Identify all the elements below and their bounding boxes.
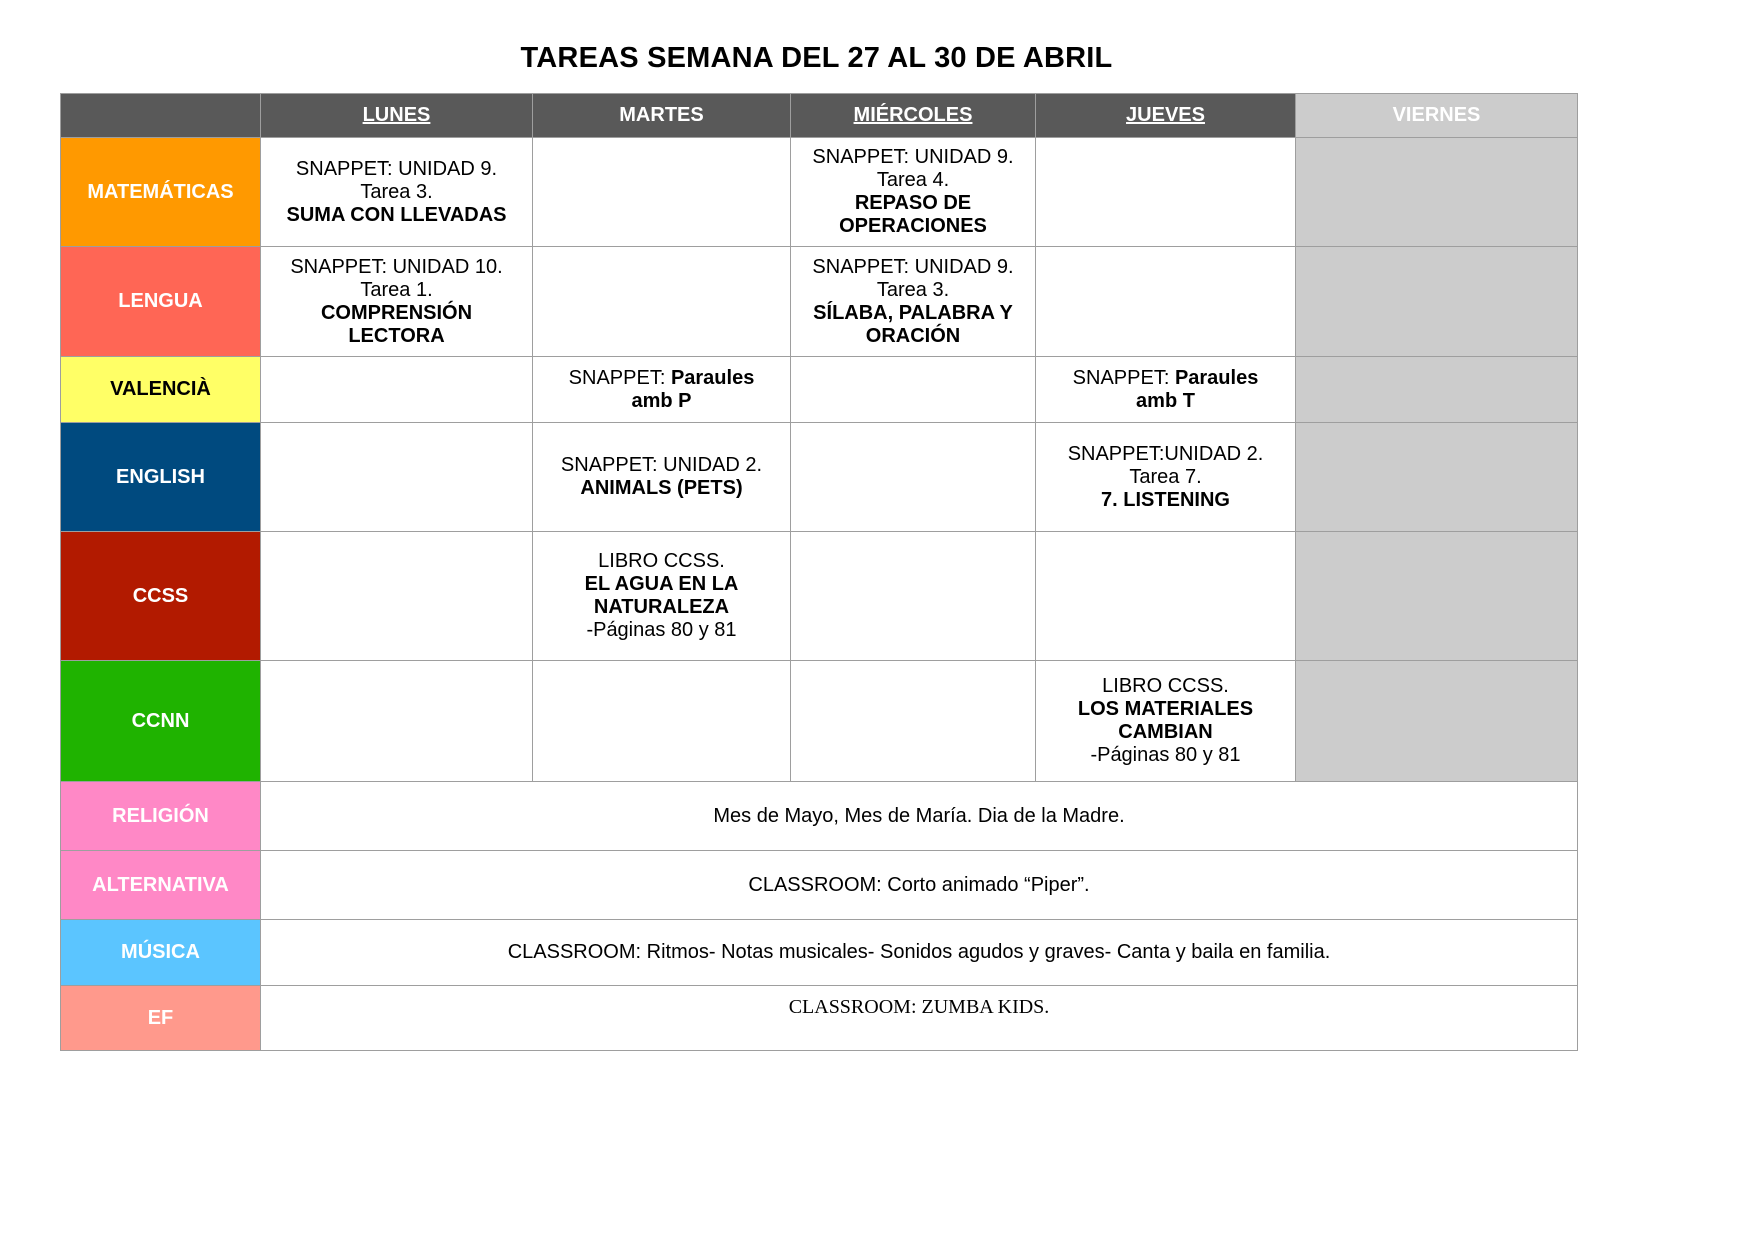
row-religion — [61, 782, 1578, 851]
cell-ef-week: CLASSROOM: ZUMBA KIDS. — [261, 986, 1578, 1051]
page-title: TAREAS SEMANA DEL 27 AL 30 DE ABRIL — [520, 42, 1113, 74]
cell-text: LIBRO CCSS. — [598, 550, 725, 572]
cell-lengua-martes — [533, 247, 791, 357]
cell-english-martes — [533, 423, 791, 532]
header-viernes-label: VIERNES — [1392, 104, 1481, 126]
cell-lengua-jueves — [1036, 247, 1296, 357]
cell-text: LECTORA — [348, 324, 445, 347]
weekly-tasks-table — [60, 93, 1578, 1051]
cell-matematicas-lunes — [261, 138, 533, 247]
cell-ccnn-martes — [533, 661, 791, 782]
cell-alternativa-week: CLASSROOM: Corto animado “Piper”. — [261, 851, 1578, 920]
cell-text: Tarea 4. — [876, 169, 950, 191]
cell-text: SNAPPET: UNIDAD 10. — [290, 255, 503, 278]
cell-religion-week: Mes de Mayo, Mes de María. Dia de la Madre. — [261, 782, 1578, 851]
subject-ccnn: CCNN — [61, 661, 261, 782]
cell-ccss-viernes — [1296, 532, 1578, 661]
header-lunes — [261, 94, 533, 138]
header-miercoles — [791, 94, 1036, 138]
cell-ccss-lunes — [261, 532, 533, 661]
cell-text: EL AGUA EN LA — [584, 573, 739, 595]
cell-lengua-lunes — [261, 247, 533, 357]
cell-text: LIBRO CCSS. — [1102, 675, 1229, 697]
cell-valencia-lunes — [261, 357, 533, 423]
cell-text: ANIMALS (PETS) — [580, 477, 743, 499]
cell-ccnn-jueves — [1036, 661, 1296, 782]
row-matematicas — [61, 138, 1578, 247]
cell-valencia-miercoles — [791, 357, 1036, 423]
header-martes — [533, 94, 791, 138]
cell-english-miercoles — [791, 423, 1036, 532]
row-ccss — [61, 532, 1578, 661]
row-alternativa — [61, 851, 1578, 920]
row-musica — [61, 920, 1578, 986]
cell-text: Tarea 7. — [1129, 465, 1202, 488]
row-english — [61, 423, 1578, 532]
cell-text: amb T — [1136, 389, 1195, 412]
cell-text: SUMA CON LLEVADAS — [286, 203, 507, 226]
row-valencia — [61, 357, 1578, 423]
header-lunes-label: LUNES — [362, 104, 431, 126]
cell-text: SNAPPET: UNIDAD 9. — [295, 157, 498, 180]
cell-text: SNAPPET: UNIDAD 2. — [560, 454, 763, 476]
cell-english-viernes — [1296, 423, 1578, 532]
subject-valencia: VALENCIÀ — [61, 357, 261, 423]
cell-text: Tarea 3. — [360, 180, 433, 203]
cell-ccnn-lunes — [261, 661, 533, 782]
header-viernes — [1296, 94, 1578, 138]
cell-text: CAMBIAN — [1118, 721, 1213, 743]
cell-lengua-viernes — [1296, 247, 1578, 357]
header-miercoles-label: MIÉRCOLES — [853, 104, 973, 126]
cell-matematicas-martes — [533, 138, 791, 247]
cell-english-jueves — [1036, 423, 1296, 532]
subject-matematicas: MATEMÁTICAS — [61, 138, 261, 247]
subject-lengua: LENGUA — [61, 247, 261, 357]
cell-text: SNAPPET: — [1072, 366, 1175, 389]
cell-text: -Páginas 80 y 81 — [586, 619, 737, 641]
cell-text: OPERACIONES — [839, 215, 987, 237]
cell-text: SNAPPET:UNIDAD 2. — [1067, 442, 1264, 465]
cell-ccnn-viernes — [1296, 661, 1578, 782]
cell-text: amb P — [631, 389, 692, 412]
subject-english: ENGLISH — [61, 423, 261, 532]
cell-text: LOS MATERIALES — [1077, 698, 1254, 720]
cell-valencia-jueves — [1036, 357, 1296, 423]
row-ccnn — [61, 661, 1578, 782]
cell-musica-week: CLASSROOM: Ritmos- Notas musicales- Sonidos agudos y graves- Canta y baila en familia. — [261, 920, 1578, 986]
cell-text: SNAPPET: UNIDAD 9. — [812, 146, 1014, 168]
cell-ccss-jueves — [1036, 532, 1296, 661]
cell-line — [1042, 367, 1289, 390]
cell-text: Paraules — [670, 366, 755, 389]
cell-matematicas-miercoles — [791, 138, 1036, 247]
cell-valencia-viernes — [1296, 357, 1578, 423]
cell-english-lunes — [261, 423, 533, 532]
cell-valencia-martes — [533, 357, 791, 423]
cell-text: Tarea 3. — [876, 278, 950, 301]
cell-text: ORACIÓN — [865, 324, 961, 347]
cell-text: SNAPPET: — [568, 366, 671, 389]
row-ef — [61, 986, 1578, 1051]
header-corner — [61, 94, 261, 138]
cell-lengua-miercoles — [791, 247, 1036, 357]
header-jueves — [1036, 94, 1296, 138]
cell-text: SNAPPET: UNIDAD 9. — [812, 255, 1014, 278]
cell-text: Paraules — [1174, 366, 1259, 389]
cell-matematicas-jueves — [1036, 138, 1296, 247]
subject-religion: RELIGIÓN — [61, 782, 261, 851]
header-martes-label: MARTES — [619, 104, 704, 126]
subject-musica: MÚSICA — [61, 920, 261, 986]
header-jueves-label: JUEVES — [1126, 104, 1205, 126]
cell-ccss-miercoles — [791, 532, 1036, 661]
cell-ccss-martes — [533, 532, 791, 661]
cell-text: -Páginas 80 y 81 — [1090, 744, 1241, 766]
cell-text: SÍLABA, PALABRA Y — [813, 301, 1013, 324]
cell-text: REPASO DE — [854, 192, 972, 214]
cell-matematicas-viernes — [1296, 138, 1578, 247]
cell-text: NATURALEZA — [593, 596, 730, 618]
cell-text: COMPRENSIÓN — [320, 301, 473, 324]
subject-alternativa: ALTERNATIVA — [61, 851, 261, 920]
cell-ccnn-miercoles — [791, 661, 1036, 782]
subject-ef: EF — [61, 986, 261, 1051]
cell-line — [539, 367, 784, 390]
subject-ccss: CCSS — [61, 532, 261, 661]
cell-text: Tarea 1. — [360, 278, 433, 301]
header-row — [61, 94, 1578, 138]
row-lengua — [61, 247, 1578, 357]
cell-text: 7. LISTENING — [1101, 488, 1230, 511]
